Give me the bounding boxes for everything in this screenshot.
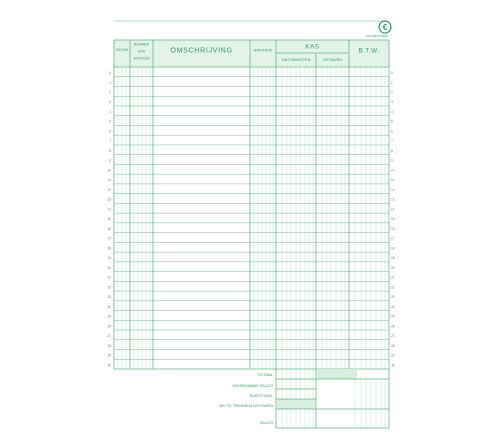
- header-frame: [114, 40, 389, 369]
- row-number-right: 19: [391, 256, 395, 261]
- row-number-left: 17: [107, 236, 111, 241]
- row-number-right: 14: [391, 207, 395, 212]
- row-number-left: 6: [109, 129, 111, 134]
- row-number-right: 30: [391, 363, 395, 368]
- row-number-left: 25: [107, 314, 111, 319]
- footer-subtotaal: SUBTOTAAL: [249, 393, 273, 398]
- footer-totaal: TOTAAL: [257, 372, 273, 377]
- row-number-right: 0: [391, 71, 393, 76]
- header-ontvangsten: ONTVANGSTEN: [281, 58, 311, 62]
- row-number-left: 22: [107, 285, 111, 290]
- row-number-right: 25: [391, 314, 395, 319]
- row-number-right: 6: [391, 129, 393, 134]
- row-number-left: 3: [109, 100, 111, 105]
- row-number-left: 10: [107, 168, 111, 173]
- row-number-left: 23: [107, 295, 111, 300]
- brand-code: EXCOMPTA 00000: [365, 35, 388, 38]
- row-number-left: 12: [107, 187, 111, 192]
- row-number-right: 18: [391, 246, 395, 251]
- row-number-right: 13: [391, 197, 395, 202]
- row-number-left: 14: [107, 207, 111, 212]
- logo-glyph: €: [382, 23, 388, 32]
- row-number-left: 7: [109, 139, 111, 144]
- row-number-left: 8: [109, 148, 111, 153]
- header-datum: DATUM: [115, 48, 129, 52]
- row-number-right: 5: [391, 119, 393, 124]
- row-number-left: 1: [109, 80, 111, 85]
- row-number-right: 4: [391, 109, 393, 114]
- row-numbers-right: [391, 71, 395, 367]
- header-btw: B.T.W.: [358, 47, 380, 55]
- row-number-left: 0: [109, 71, 111, 76]
- header-imputatie: IMPUTATIE: [253, 48, 273, 53]
- row-number-right: 28: [391, 343, 395, 348]
- row-number-right: 12: [391, 187, 395, 192]
- row-number-right: 20: [391, 265, 395, 270]
- row-number-right: 24: [391, 304, 395, 309]
- row-number-left: 13: [107, 197, 111, 202]
- header-omschrijving: OMSCHRIJVING: [170, 45, 233, 55]
- row-number-right: 23: [391, 295, 395, 300]
- row-number-right: 1: [391, 80, 393, 85]
- row-number-left: 4: [109, 109, 111, 114]
- totaal-shaded-cell: [317, 369, 357, 379]
- row-number-right: 8: [391, 148, 393, 153]
- row-number-left: 19: [107, 256, 111, 261]
- row-number-left: 11: [107, 178, 111, 183]
- row-number-left: 29: [107, 353, 111, 358]
- header-nummer-line-3: STUKKEN: [133, 56, 150, 61]
- row-number-right: 22: [391, 285, 395, 290]
- row-number-right: 15: [391, 217, 395, 222]
- row-number-right: 29: [391, 353, 395, 358]
- row-number-right: 16: [391, 226, 395, 231]
- row-number-left: 28: [107, 343, 111, 348]
- row-rulings: [114, 77, 389, 360]
- row-number-right: 3: [391, 100, 393, 105]
- row-number-left: 20: [107, 265, 111, 270]
- row-number-left: 5: [109, 119, 111, 124]
- row-number-left: 2: [109, 90, 111, 95]
- row-number-right: 7: [391, 139, 393, 144]
- brand-logo: [366, 21, 391, 38]
- row-number-left: 27: [107, 334, 111, 339]
- row-number-right: 2: [391, 90, 393, 95]
- row-number-left: 16: [107, 226, 111, 231]
- row-number-right: 17: [391, 236, 395, 241]
- row-number-left: 24: [107, 304, 111, 309]
- row-number-right: 10: [391, 168, 395, 173]
- header-uitgaven: UITGAVEN: [322, 58, 343, 62]
- footer-saldo: SALDO: [259, 420, 273, 425]
- row-number-left: 9: [109, 158, 111, 163]
- row-number-right: 9: [391, 158, 393, 163]
- row-number-left: 15: [107, 217, 111, 222]
- row-number-right: 21: [391, 275, 395, 280]
- header-band: [114, 40, 389, 67]
- row-number-left: 26: [107, 324, 111, 329]
- row-number-left: 21: [107, 275, 111, 280]
- header-nummer-line-2: DER: [137, 49, 146, 54]
- footer-voorgaand-saldo: VOORGAAND SALDO: [232, 383, 273, 388]
- header-kas: KAS: [305, 43, 320, 51]
- footer-totals: [219, 369, 389, 428]
- row-numbers-left: [107, 71, 111, 367]
- row-number-right: 11: [391, 178, 395, 183]
- row-number-right: 27: [391, 334, 395, 339]
- row-number-left: 18: [107, 246, 111, 251]
- row-number-right: 26: [391, 324, 395, 329]
- footer-af-te-trekken: AF/ TE TREKKEN UITGAVEN: [219, 403, 273, 408]
- row-number-left: 30: [107, 363, 111, 368]
- af-te-trekken-shaded-cell: [277, 399, 315, 409]
- header-nummer-line-1: NUMMER: [133, 42, 150, 47]
